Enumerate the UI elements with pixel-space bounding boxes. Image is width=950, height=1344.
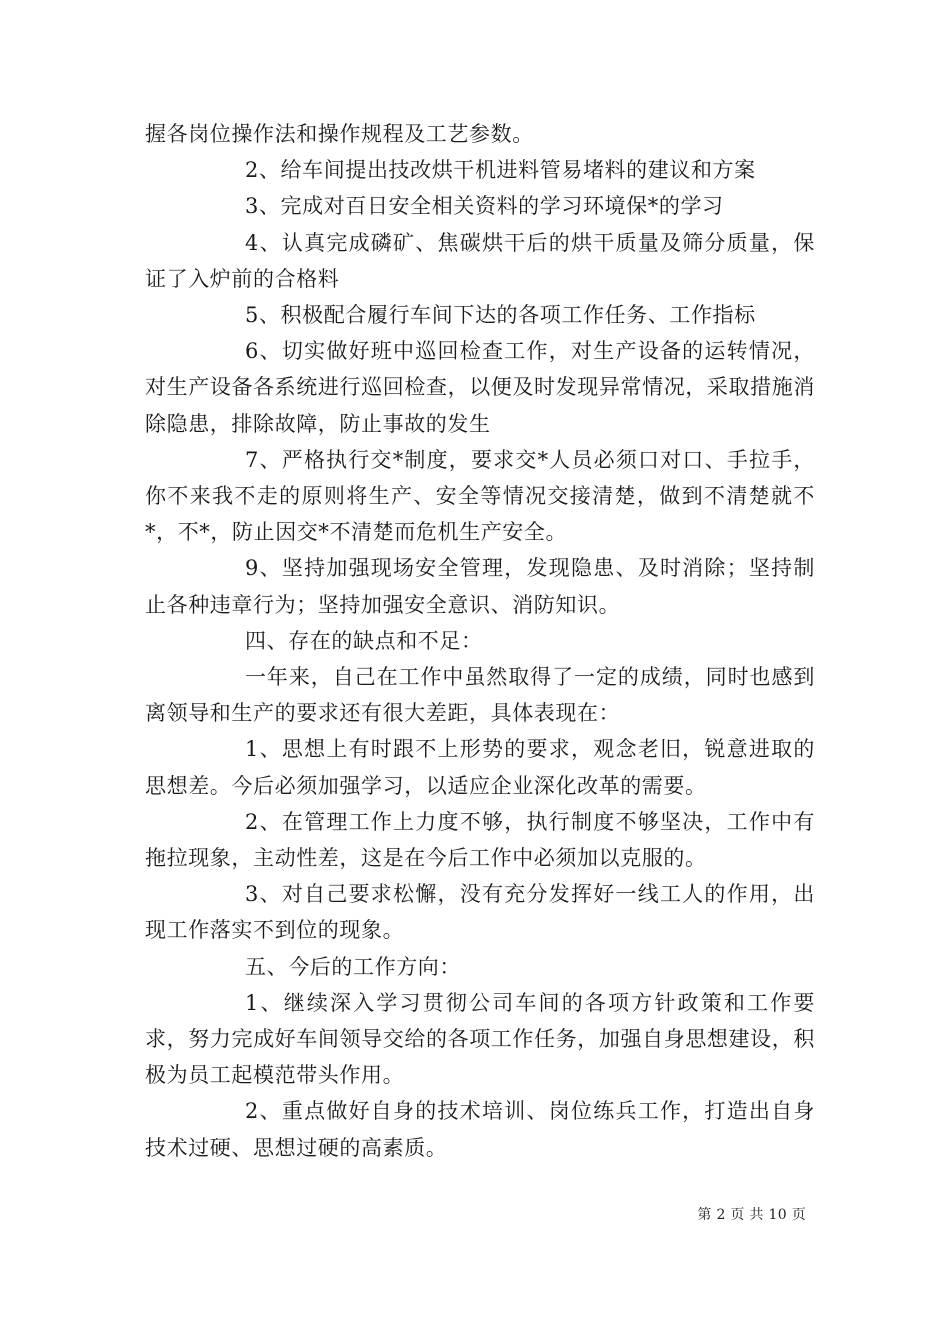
paragraph-item-9: 9、坚持加强现场安全管理，发现隐患、及时消除；坚持制止各种违章行为；坚持加强安全意识、消防知识。 — [145, 556, 815, 617]
paragraph-shortcoming-3: 3、对自己要求松懈，没有充分发挥好一线工人的作用，出现工作落实不到位的现象。 — [145, 882, 815, 943]
paragraph-continuation: 握各岗位操作法和操作规程及工艺参数。 — [145, 122, 534, 146]
paragraph-direction-2: 2、重点做好自身的技术培训、岗位练兵工作，打造出自身技术过硬、思想过硬的高素质。 — [145, 1099, 815, 1160]
paragraph-item-2: 2、给车间提出技改烘干机进料管易堵料的建议和方案 — [245, 158, 756, 183]
section-heading-shortcomings: 四、存在的缺点和不足： — [245, 628, 483, 653]
page-number-footer: 第 2 页 共 10 页 — [697, 1207, 806, 1223]
paragraph-direction-1: 1、继续深入学习贯彻公司车间的各项方针政策和工作要求，努力完成好车间领导交给的各项工作任务，加强自身思想建设，积极为员工起模范带头作用。 — [145, 990, 815, 1088]
paragraph-item-7: 7、严格执行交*制度，要求交*人员必须口对口、手拉手，你不来我不走的原则将生产、安全等情况交接清楚，做到不清楚就不*，不*，防止因交*不清楚而危机生产安全。 — [145, 447, 815, 545]
paragraph-item-5: 5、积极配合履行车间下达的各项工作任务、工作指标 — [245, 303, 756, 328]
paragraph-shortcoming-1: 1、思想上有时跟不上形势的要求，观念老旧，锐意进取的思想差。今后必须加强学习，以适应企业深化改革的需要。 — [145, 737, 815, 798]
paragraph-item-3: 3、完成对百日安全相关资料的学习环境保*的学习 — [245, 194, 724, 219]
paragraph-item-4: 4、认真完成磷矿、焦碳烘干后的烘干质量及筛分质量，保证了入炉前的合格料 — [145, 230, 815, 291]
paragraph-item-6: 6、切实做好班中巡回检查工作，对生产设备的运转情况，对生产设备各系统进行巡回检查，以便及时发现异常情况，采取措施消除隐患，排除故障，防止事故的发生 — [145, 339, 815, 436]
section-heading-future-direction: 五、今后的工作方向： — [245, 954, 461, 979]
document-body — [145, 116, 815, 1166]
paragraph-shortcoming-2: 2、在管理工作上力度不够，执行制度不够坚决，工作中有拖拉现象，主动性差，这是在今后工作中必须加以克服的。 — [145, 809, 815, 871]
paragraph-shortcomings-intro: 一年来，自己在工作中虽然取得了一定的成绩，同时也感到离领导和生产的要求还有很大差距，具体表现在： — [145, 665, 815, 726]
